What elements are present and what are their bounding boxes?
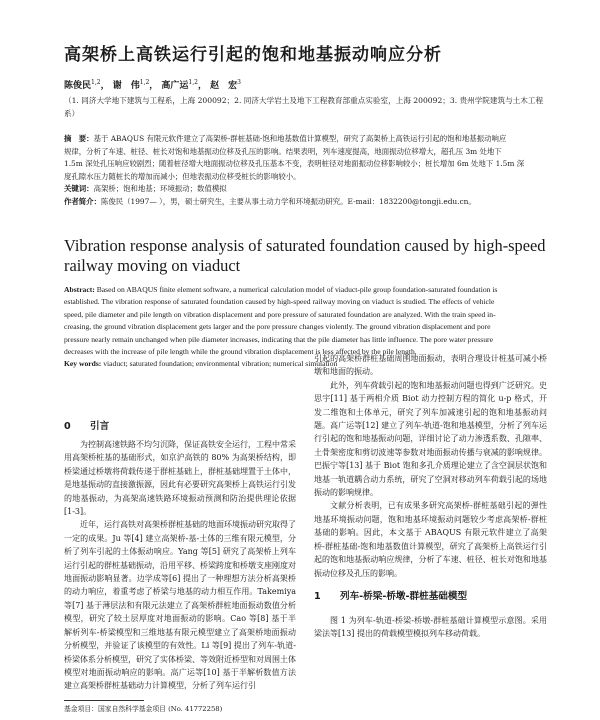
keywords-en-text: viaduct; saturated foundation; environmental vibration; numerical simulation xyxy=(103,359,338,369)
funding-footnote: 基金项目：国家自然科学基金项目 (No. 41772258) xyxy=(64,705,223,713)
author-affiliation-mark: 1,2 xyxy=(91,79,101,86)
abstract-cn-block xyxy=(64,133,546,209)
abstract-cn-line: 规律，分析了车速、桩径、桩长对饱和地基振动位移及孔压的影响。结果表明，列车速度提高，地面振动位移增大，超孔压 3m 处地下 xyxy=(64,146,502,156)
author-name: 赵 宏 xyxy=(210,81,238,91)
body-paragraph: 图 1 为列车-轨道-桥梁-桥墩-群桩基础计算模型示意图。采用梁法等[13] 提出的荷载模型模拟列车移动荷载。 xyxy=(314,615,547,639)
author-info-text: 陈俊民（1997— ），男，硕士研究生，主要从事土动力学和环境振动研究。E-mail：1832200@tongji.edu.cn。 xyxy=(100,196,476,206)
left-column xyxy=(64,438,296,693)
paper-title-cn: 高架桥上高铁运行引起的饱和地基振动响应分析 xyxy=(64,45,442,65)
section-heading-1 xyxy=(314,580,547,614)
body-paragraph: 近年，运行高铁对高架桥群桩基础的地面环境振动研究取得了一定的成果。Ju 等[4] 建立高架桥-基-土体的三维有限元模型，分析了列车引起的土体振动响应。Yang 等[5] 研究了高架桥上列车运行引起的群桩基础振动，沿用平移、桥梁跨度和桥墩支座刚度对地面振动影响显著。边学成等[6] 提出了一种理想方法分析高架桥的动力响应，着重考虑了桥梁与地基的动力相互作用。Takemiya 等[7] 基于薄层法和有限元法建立了高架桥群桩地面振动数值分析模型，研究了较土层厚度对地面振动的影响。Cao 等[8] 基于半解析列车-桥梁模型和三维地基有限元模型建立了高架桥地面振动分析模型，并验证了该模型的有效性。Li 等[9] 提出了列车-轨道-桥梁体系分析模型，研究了实体桥梁、等效附近桥型和对周围土体模型对地面振动响应的影响。高广运等[10] 基于半解析数值方法建立高架桥群桩基础动力计算模型，分析了列车运行引 xyxy=(64,520,296,691)
body-paragraph: 此外，列车荷载引起的饱和地基振动问题也得到广泛研究。史思宇[11] 基于两相介质 Biot 动力控制方程的简化 u-p 格式，开发二维饱和土体单元，研究了列车加减速引起的饱和地基振动问题。高广运等[12] 建立了列车-轨道-饱和地基模型，分析了列车运行引起的饱和地基振动问题，详细讨论了动力渗透系数、孔隙率、土骨架密度和剪切波速等参数对地面振动传播与衰减的影响规律。巴振宁等[13] 基于 Biot 饱和多孔介质理论建立了含空洞层状饱和地基一轨道耦合动力系统，研究了空洞对移动列车荷载引起的场地振动的影响规律。 xyxy=(314,380,547,498)
abstract-cn-line: 1.5m 深处孔压响应较剧烈；随着桩径增大地面振动位移及孔压基本不变，表明桩径对地面振动位移影响较小；桩长增加 6m 处地下 1.5m 深 xyxy=(64,159,525,169)
author-affiliation-mark: 1,2 xyxy=(188,79,198,86)
author-info xyxy=(64,196,546,209)
abstract-cn-line xyxy=(64,133,546,146)
abstract-cn-text: 基于 ABAQUS 有限元软件建立了高架桥-群桩基础-饱和地基数值计算模型，研究了高架桥上高铁运行引起的饱和地基振动响应 xyxy=(93,134,507,143)
author-name: 谢 伟 xyxy=(112,81,140,91)
body-paragraph: 引起的高架桥群桩基础周围地面振动，表明合理设计桩基可减小桥墩和地面的振动。 xyxy=(314,354,547,377)
body-paragraph: 为控制高速铁路不均匀沉降，保证高铁安全运行，工程中常采用高架桥桩基的基础形式，如京沪高铁的 80% 为高架桥结构，即桥梁通过桥墩将荷载传递于群桩基础上，群桩基础埋置于土体中，是地基振动的直接激振源，因此有必要研究高架桥上高铁运行引发的地基振动，为高架高速铁路环境振动预测和防治提供理论依据[1-3]。 xyxy=(64,440,296,517)
paper-title-en: Vibration response analysis of saturated foundation caused by high-speed railway moving on viaduct xyxy=(64,236,546,275)
body-paragraph: 文献分析表明，已有成果多研究高架桥-群桩基础引起的弹性地基环境振动问题，饱和地基环境振动问题较少考虑高架桥-群桩基础的影响。因此，本文基于 ABAQUS 有限元软件建立了高架桥-群桩基础-饱和地基数值计算模型，研究了高架桥上高铁运行引起的饱和地基振动响应规律，分析了车速、桩径、桩长对饱和地基振动位移及孔压的影响。 xyxy=(314,501,547,578)
abstract-cn-label: 摘 要： xyxy=(64,134,94,143)
keywords-en-label: Key words: xyxy=(64,359,102,369)
abstract-en-line: speed, pile diameter and pile length on vibration displacement and pore pressure of saturated foundation are analyzed. With the train speed in- xyxy=(64,309,496,319)
keywords-cn-label: 关键词： xyxy=(64,184,94,194)
keywords-cn xyxy=(64,183,546,196)
author-list: 陈俊民$^{1,2}$， 谢 伟$^{1,2}$， 高广运$^{1,2}$， 赵 宏$^3$ xyxy=(64,79,241,91)
abstract-en-text: Based on ABAQUS finite element software, a numerical calculation model of viaduct-pile group foundation-saturated foundation is xyxy=(96,285,498,294)
abstract-en-label: Abstract: xyxy=(64,285,95,294)
abstract-en-line: established. The vibration response of saturated foundation caused by high-speed railway moving on viaduct is studied. The effects of vehicle xyxy=(64,297,495,307)
author-info-label: 作者简介： xyxy=(64,196,101,206)
author-affiliation-mark: 1,2 xyxy=(139,79,150,86)
section-number: 1 xyxy=(314,590,321,602)
affiliation: （1. 同济大学地下建筑与工程系，上海 200092；2. 同济大学岩土及地下工程教育部重点实验室，上海 200092；3. 贵州学院建筑与土木工程系） xyxy=(64,96,544,118)
keywords-cn-text: 高架桥；饱和地基；环境振动；数值模拟 xyxy=(93,184,227,194)
author-name: 高广运 xyxy=(161,81,189,91)
author-name: 陈俊民 xyxy=(64,81,92,91)
abstract-en-line xyxy=(64,284,546,296)
right-column xyxy=(314,352,547,641)
author-affiliation-mark: 3 xyxy=(237,79,241,86)
abstract-en-line: pressure nearly remain unchanged when pile diameter increases, indicating that the pile diameter has little influence. The pore water pressure xyxy=(64,334,493,344)
section-title: 引言 xyxy=(90,421,110,432)
abstract-en-line: creasing, the ground vibration displacement gets larger and the pore pressure changes violently. The ground vibration displacement and pore xyxy=(64,322,491,332)
abstract-cn-line: 度孔隙水压力随桩长的增加而减小；但地表振动位移受桩长的影响较小。 xyxy=(64,171,301,181)
abstract-en-line: decreases with the increase of pile length while the ground vibration displacement is less affected by the pile length. xyxy=(64,347,417,357)
section-number: 0 xyxy=(64,421,71,432)
section-title: 列车-桥梁-桥墩-群桩基础模型 xyxy=(340,590,468,602)
footnote-divider xyxy=(64,700,144,701)
